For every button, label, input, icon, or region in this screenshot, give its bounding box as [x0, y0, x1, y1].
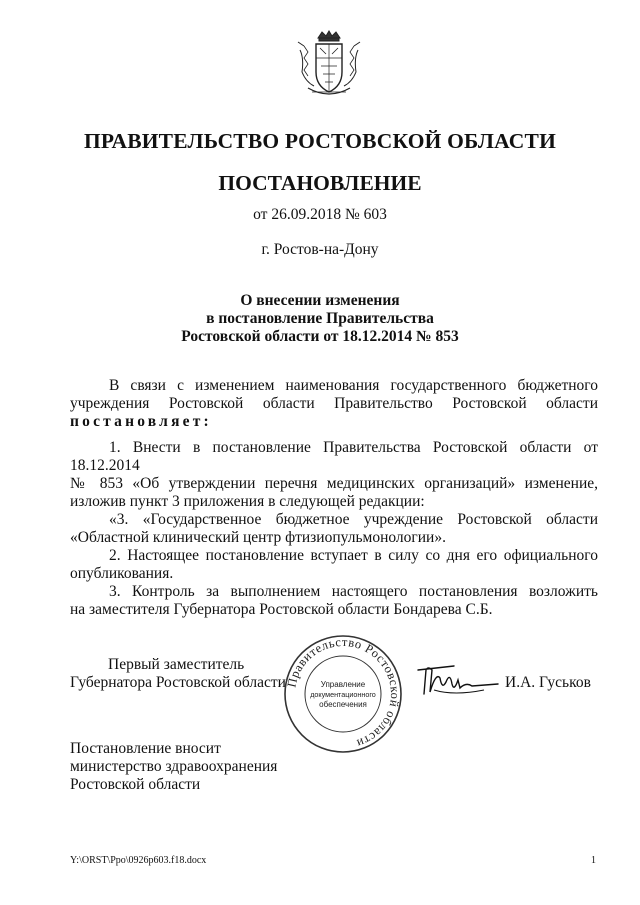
signatory-position-line2: Губернатора Ростовской области [70, 674, 286, 691]
document-subject [0, 292, 640, 346]
stamp-outer-text: Правительство Ростовской области [284, 634, 403, 751]
subject-line: в постановление Правительства [206, 310, 434, 327]
quote-line: «3. «Государственное бюджетное учреждение Ростовской области [109, 511, 598, 528]
coat-of-arms-icon [294, 28, 364, 100]
item-3-line: 3. Контроль за выполнением настоящего постановления возложить [109, 583, 598, 600]
handwritten-signature [414, 660, 500, 700]
page-number: 1 [591, 855, 596, 866]
item-3-line: на заместителя Губернатора Ростовской области Бондарева С.Б. [70, 601, 493, 618]
footer-file-path: Y:\ORST\Ppo\0926p603.f18.docx [70, 855, 207, 866]
preamble-line: В связи с изменением наименования государственного бюджетного [109, 377, 598, 394]
quote-line: «Областной клинический центр фтизиопульмонологии». [70, 529, 446, 546]
item-2-line: 2. Настоящее постановление вступает в силу со дня его официального [109, 547, 598, 564]
svg-text:обеспечения: обеспечения [319, 700, 367, 709]
signatory-name: И.А. Гуськов [505, 674, 591, 691]
sender-line: министерство здравоохранения [70, 758, 278, 775]
subject-line: О внесении изменения [240, 292, 400, 309]
preamble-line: учреждения Ростовской области Правительство Ростовской области [70, 395, 598, 412]
svg-text:Управление: Управление [320, 680, 366, 689]
svg-text:документационного: документационного [310, 690, 376, 699]
signatory-position-line1: Первый заместитель [108, 656, 245, 673]
item-1-line: изложив пункт 3 приложения в следующей редакции: [70, 493, 425, 510]
document-type-title: ПОСТАНОВЛЕНИЕ [218, 171, 422, 195]
official-stamp [282, 633, 404, 755]
sender-line: Ростовской области [70, 776, 201, 793]
decree-word [70, 413, 598, 431]
item-1-line: № 853 «Об утверждении перечня медицинских организаций» изменение, [70, 475, 598, 492]
item-1-line: 1. Внести в постановление Правительства Ростовской области от 18.12.2014 [70, 439, 598, 474]
sender-line: Постановление вносит [70, 740, 221, 757]
document-date-number: от 26.09.2018 № 603 [253, 206, 387, 223]
subject-line: Ростовской области от 18.12.2014 № 853 [181, 328, 459, 345]
decree-word-text: постановляет: [70, 413, 212, 430]
document-city: г. Ростов-на-Дону [261, 241, 379, 258]
submitted-by-block [70, 740, 277, 794]
item-2-line: опубликования. [70, 565, 174, 582]
organization-title: ПРАВИТЕЛЬСТВО РОСТОВСКОЙ ОБЛАСТИ [83, 129, 556, 153]
document-body [70, 377, 598, 619]
